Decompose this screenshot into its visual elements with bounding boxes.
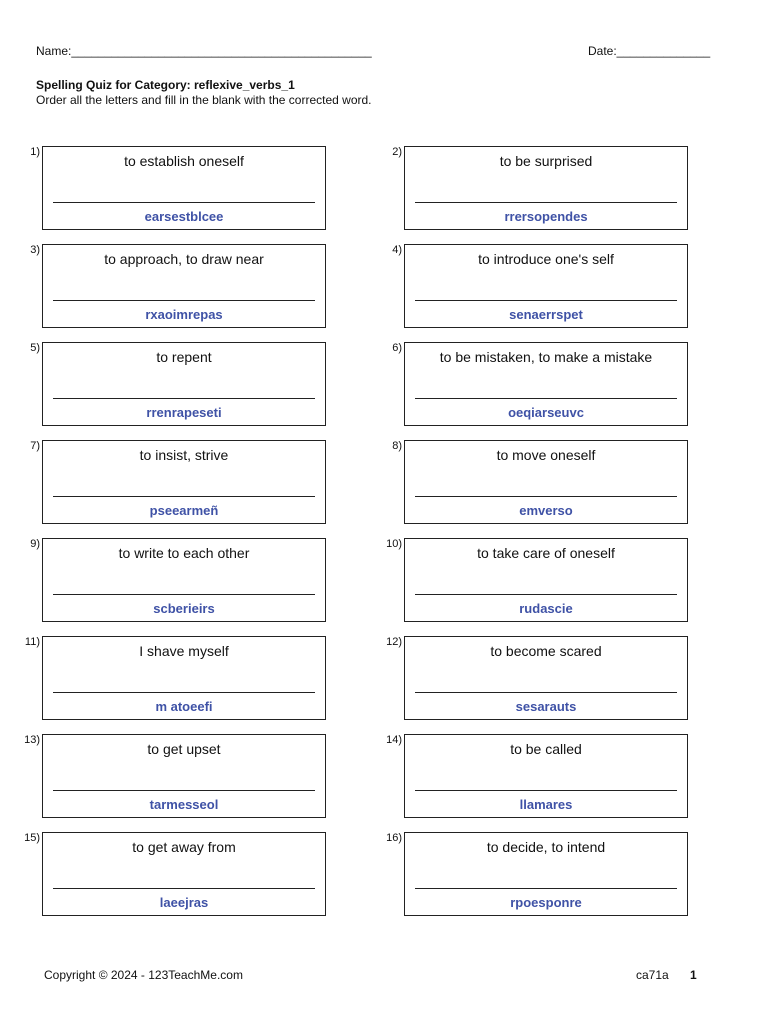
- quiz-item: [386, 831, 726, 919]
- quiz-item: [386, 537, 726, 625]
- item-clue: to insist, strive: [139, 447, 229, 463]
- quiz-instructions: Order all the letters and fill in the blank with the corrected word.: [36, 93, 372, 107]
- answer-blank[interactable]: [415, 888, 677, 889]
- item-number: 10): [386, 538, 402, 550]
- quiz-item: [386, 733, 726, 821]
- item-number: 5): [30, 342, 40, 354]
- answer-blank[interactable]: [415, 496, 677, 497]
- quiz-item: [24, 145, 364, 233]
- copyright-text: Copyright © 2024 - 123TeachMe.com: [44, 968, 243, 982]
- item-scramble: laeejras: [159, 895, 209, 910]
- item-scramble: pseearmeñ: [149, 503, 219, 518]
- item-clue: I shave myself: [139, 643, 229, 659]
- item-clue: to be mistaken, to make a mistake: [439, 349, 653, 365]
- item-scramble: rrersopendes: [504, 209, 588, 224]
- item-clue: to approach, to draw near: [104, 251, 264, 267]
- item-clue: to be surprised: [499, 153, 593, 169]
- item-scramble: sesarauts: [515, 699, 577, 714]
- item-number: 6): [392, 342, 402, 354]
- item-number: 8): [392, 440, 402, 452]
- quiz-item: [24, 733, 364, 821]
- item-scramble: rudascie: [519, 601, 573, 616]
- answer-blank[interactable]: [53, 888, 315, 889]
- item-number: 1): [30, 146, 40, 158]
- item-card: [42, 342, 326, 426]
- item-clue: to write to each other: [118, 545, 250, 561]
- item-scramble: emverso: [519, 503, 573, 518]
- quiz-item: [24, 243, 364, 331]
- item-scramble: llamares: [519, 797, 573, 812]
- item-scramble: senaerrspet: [509, 307, 583, 322]
- item-number: 11): [24, 636, 40, 648]
- item-card: [404, 244, 688, 328]
- item-scramble: m atoeefi: [155, 699, 213, 714]
- name-field: Name:_____________________________________________: [36, 44, 372, 58]
- item-card: [42, 832, 326, 916]
- quiz-item: [386, 243, 726, 331]
- quiz-title: Spelling Quiz for Category: reflexive_verbs_1: [36, 78, 295, 92]
- answer-blank[interactable]: [415, 398, 677, 399]
- item-number: 14): [386, 734, 402, 746]
- answer-blank[interactable]: [53, 300, 315, 301]
- quiz-item: [24, 537, 364, 625]
- item-card: [404, 832, 688, 916]
- item-scramble: rxaoimrepas: [145, 307, 223, 322]
- answer-blank[interactable]: [53, 692, 315, 693]
- answer-blank[interactable]: [415, 202, 677, 203]
- answer-blank[interactable]: [53, 790, 315, 791]
- item-scramble: rpoesponre: [510, 895, 582, 910]
- answer-blank[interactable]: [53, 398, 315, 399]
- worksheet-code: ca71a: [636, 968, 669, 982]
- quiz-item: [386, 635, 726, 723]
- item-scramble: scberieirs: [153, 601, 215, 616]
- quiz-item: [24, 341, 364, 429]
- item-scramble: oeqiarseuvc: [508, 405, 584, 420]
- item-clue: to decide, to intend: [486, 839, 606, 855]
- item-number: 9): [30, 538, 40, 550]
- answer-blank[interactable]: [415, 692, 677, 693]
- quiz-item: [24, 831, 364, 919]
- item-clue: to move oneself: [496, 447, 596, 463]
- item-clue: to become scared: [490, 643, 602, 659]
- answer-blank[interactable]: [415, 300, 677, 301]
- item-number: 4): [392, 244, 402, 256]
- item-card: [404, 440, 688, 524]
- quiz-item: [24, 439, 364, 527]
- item-number: 16): [386, 832, 402, 844]
- item-card: [42, 440, 326, 524]
- item-number: 13): [24, 734, 40, 746]
- item-clue: to be called: [510, 741, 582, 757]
- item-number: 3): [30, 244, 40, 256]
- item-card: [42, 538, 326, 622]
- answer-blank[interactable]: [53, 496, 315, 497]
- item-card: [404, 342, 688, 426]
- item-card: [404, 538, 688, 622]
- page-number: 1: [690, 968, 697, 982]
- item-card: [42, 146, 326, 230]
- item-card: [404, 636, 688, 720]
- quiz-item: [386, 145, 726, 233]
- item-number: 2): [392, 146, 402, 158]
- answer-blank[interactable]: [53, 594, 315, 595]
- item-number: 12): [386, 636, 402, 648]
- item-clue: to repent: [156, 349, 212, 365]
- item-clue: to establish oneself: [124, 153, 244, 169]
- item-scramble: tarmesseol: [149, 797, 219, 812]
- item-card: [404, 146, 688, 230]
- date-field: Date:______________: [588, 44, 711, 58]
- answer-blank[interactable]: [415, 790, 677, 791]
- item-scramble: rrenrapeseti: [146, 405, 222, 420]
- answer-blank[interactable]: [415, 594, 677, 595]
- item-card: [42, 636, 326, 720]
- item-clue: to get away from: [132, 839, 236, 855]
- item-clue: to get upset: [147, 741, 221, 757]
- quiz-item: [386, 439, 726, 527]
- item-clue: to introduce one's self: [478, 251, 614, 267]
- item-number: 7): [30, 440, 40, 452]
- item-card: [42, 244, 326, 328]
- quiz-item: [386, 341, 726, 429]
- quiz-item: [24, 635, 364, 723]
- answer-blank[interactable]: [53, 202, 315, 203]
- item-card: [404, 734, 688, 818]
- item-scramble: earsestblcee: [144, 209, 224, 224]
- item-number: 15): [24, 832, 40, 844]
- item-clue: to take care of oneself: [477, 545, 615, 561]
- item-card: [42, 734, 326, 818]
